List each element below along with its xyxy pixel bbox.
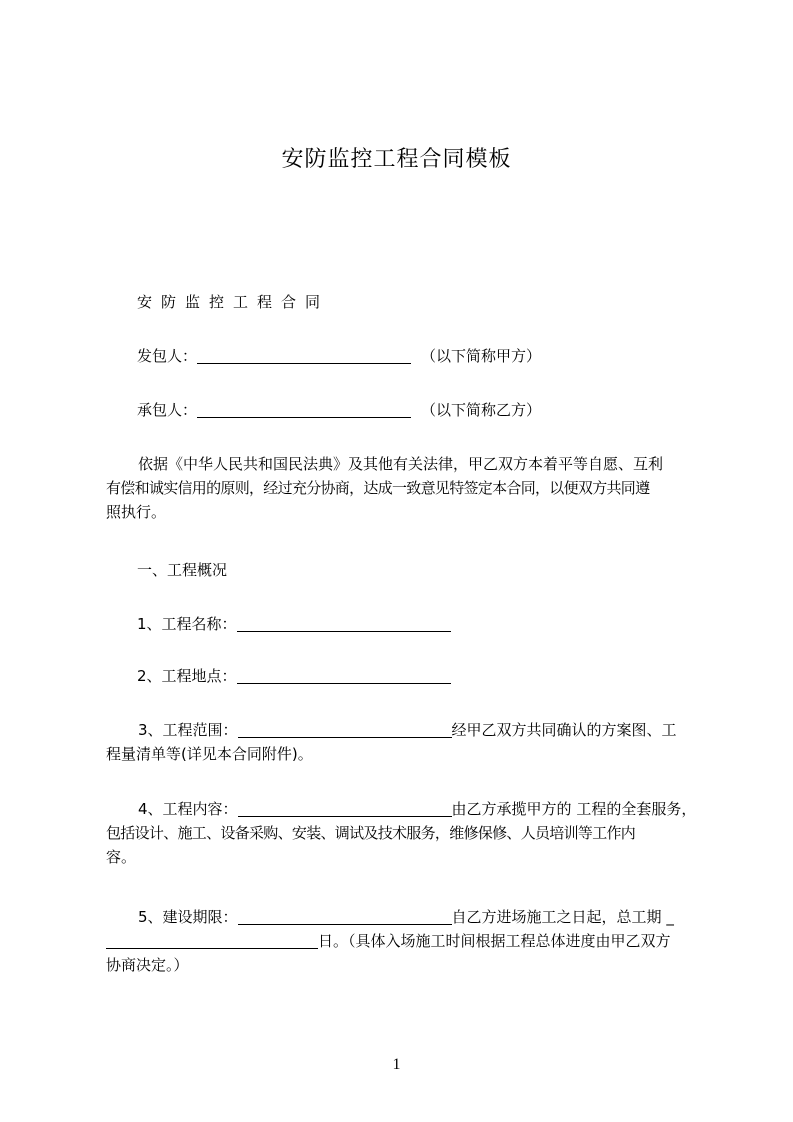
preamble-line-1: 依据《中华人民共和国民法典》及其他有关法律，甲乙双方本着平等自愿、互利 — [138, 455, 664, 473]
document-title: 安防监控工程合同模板 — [281, 147, 512, 172]
preamble-line-3: 照执行。 — [106, 503, 167, 521]
item-scope-blank — [238, 722, 452, 738]
item-name-blank — [237, 616, 451, 632]
employer-label: 发包人： — [137, 347, 198, 365]
item-period-line-2-tail: 日。（具体入场施工时间根据工程总体进度由甲乙双方 — [318, 932, 671, 950]
contractor-label: 承包人： — [137, 401, 198, 419]
preamble-paragraph — [106, 452, 706, 524]
item-period-line-3: 协商决定。） — [106, 956, 189, 974]
item-location-blank — [237, 668, 451, 684]
item-content-line-2: 包括设计、施工、设备采购、安装、调试及技术服务，维修保修、人员培训等工作内 — [106, 824, 636, 842]
item-period-label: 5、建设期限： — [138, 908, 238, 926]
item-period-blank-1 — [238, 909, 452, 925]
item-period-tail: 自乙方进场施工之日起，总工期 _ — [451, 908, 674, 926]
item-content-paragraph — [106, 797, 716, 869]
employer-note: （以下简称甲方） — [421, 347, 542, 365]
item-scope-line-2: 程量清单等(详见本合同附件)。 — [106, 745, 313, 763]
item-period-blank-2 — [106, 933, 318, 949]
item-period-line-2 — [106, 929, 716, 953]
item-scope-line-1 — [106, 718, 711, 742]
employer-blank — [197, 348, 411, 364]
item-scope-label: 3、工程范围： — [138, 721, 238, 739]
item-content-tail: 由乙方承揽甲方的 工程的全套服务， — [451, 800, 697, 818]
section1-heading: 一、工程概况 — [137, 561, 228, 579]
page-number: 1 — [392, 1056, 401, 1073]
item-location-label: 2、工程地点： — [137, 667, 237, 685]
item-content-blank — [238, 801, 452, 817]
item-content-line-1 — [106, 797, 716, 821]
item-location-line — [137, 665, 451, 686]
item-period-line-1 — [106, 905, 716, 929]
item-content-line-3: 容。 — [106, 848, 137, 866]
preamble-line-2: 有偿和诚实信用的原则，经过充分协商，达成一致意见特签定本合同，以便双方共同遵 — [106, 479, 650, 497]
contractor-note: （以下简称乙方） — [421, 401, 542, 419]
item-name-label: 1、工程名称： — [137, 615, 237, 633]
employer-line — [137, 345, 541, 366]
item-content-label: 4、工程内容： — [138, 800, 238, 818]
contractor-line — [137, 399, 541, 420]
item-period-paragraph — [106, 905, 716, 977]
item-name-line — [137, 613, 451, 634]
contract-subtitle: 安防监控工程合同 — [137, 293, 330, 311]
contractor-blank — [197, 402, 411, 418]
item-scope-paragraph — [106, 718, 711, 766]
item-scope-tail: 经甲乙双方共同确认的方案图、工 — [451, 721, 677, 739]
